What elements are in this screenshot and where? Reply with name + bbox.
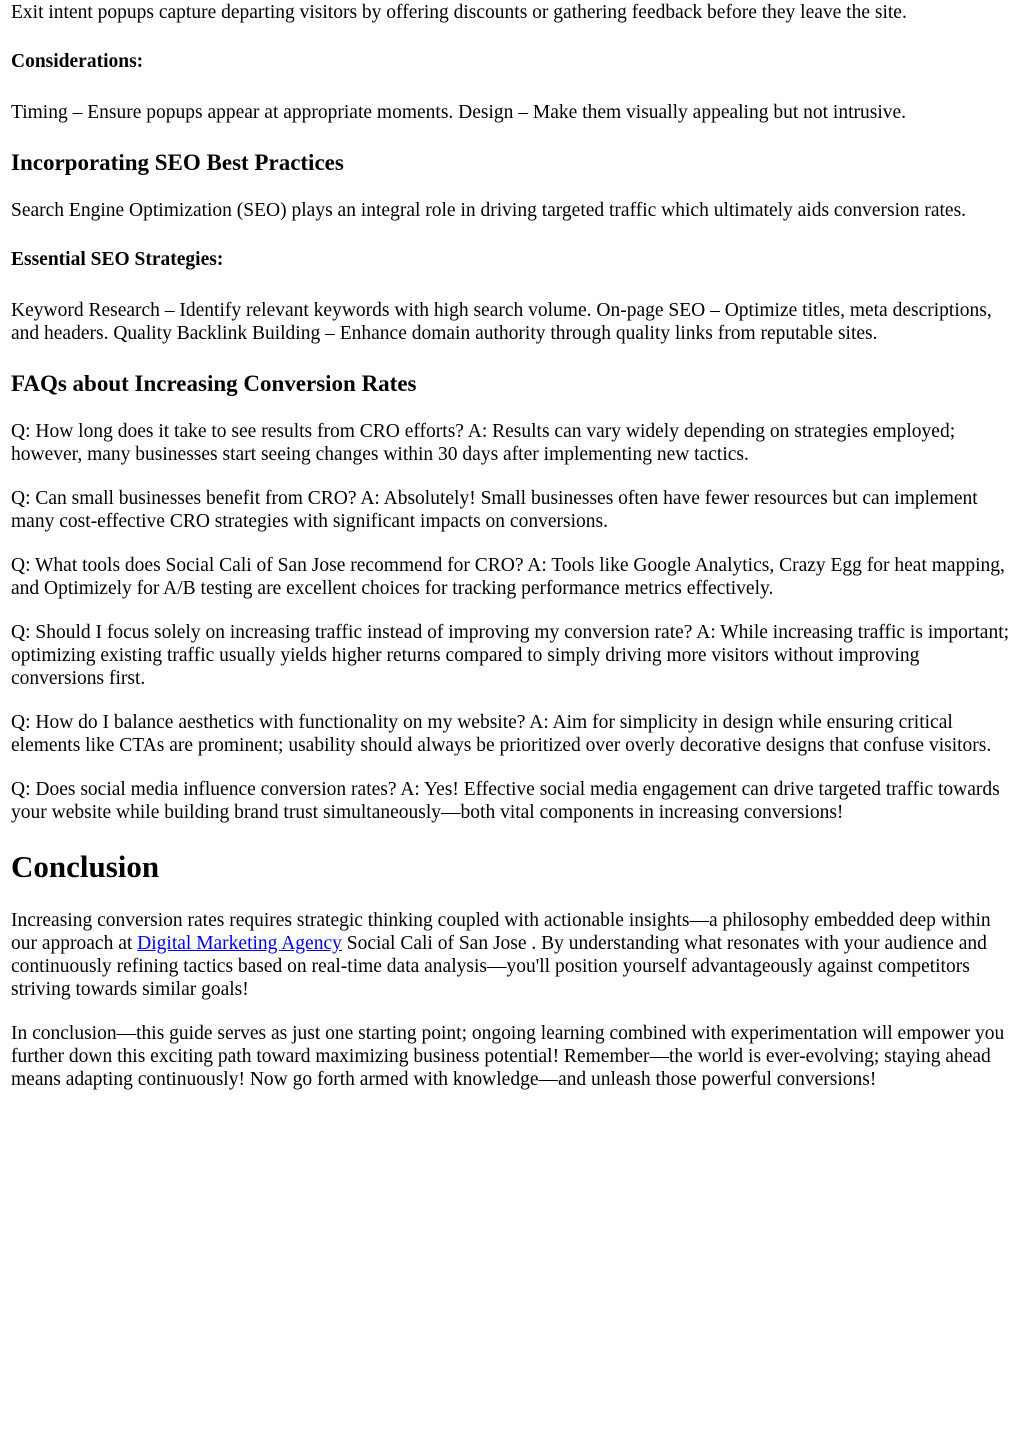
digital-marketing-agency-link[interactable]: Digital Marketing Agency [137, 933, 342, 954]
faq-item: Q: What tools does Social Cali of San Jose recommend for CRO? A: Tools like Google Analytics, Crazy Egg for heat mapping, and Optimizely for A/B testing are excellent choices for tracking performance metrics effectively. [11, 555, 1005, 599]
seo-strategies-heading: Essential SEO Strategies: [11, 249, 224, 270]
conclusion-paragraph-1 [11, 909, 1014, 1001]
faq-item: Q: Does social media influence conversion rates? A: Yes! Effective social media engagement can drive targeted traffic towards your website while building brand trust simultaneously—both vital components in increasing conversions! [11, 779, 1000, 823]
faqs-heading: FAQs about Increasing Conversion Rates [11, 371, 417, 396]
faq-item: Q: Should I focus solely on increasing traffic instead of improving my conversion rate? A: While increasing traffic is important; optimizing existing traffic usually yields higher returns compared to simply driving more visitors without improving conversions first. [11, 622, 1010, 689]
conclusion-paragraph-2: In conclusion—this guide serves as just one starting point; ongoing learning combined with experimentation will empower you further down this exciting path toward maximizing business potential! Remember—the world is ever-evolving; staying ahead means adapting continuously! Now go forth armed with knowledge—and unleash those powerful conversions! [11, 1023, 1005, 1090]
seo-paragraph: Search Engine Optimization (SEO) plays an integral role in driving targeted traffic which ultimately aids conversion rates. [11, 200, 967, 221]
considerations-heading: Considerations: [11, 51, 144, 72]
faq-item: Q: How do I balance aesthetics with functionality on my website? A: Aim for simplicity in design while ensuring critical elements like CTAs are prominent; usability should always be prioritized over overly decorative designs that confuse visitors. [11, 712, 992, 756]
conclusion-text-after-link: Social Cali of San Jose . By understanding what resonates with your audience and continuously refining tactics based on real-time data analysis—you'll position yourself advantageously against competitors striving towards similar goals! [11, 933, 987, 1000]
seo-strategies-paragraph: Keyword Research – Identify relevant keywords with high search volume. On-page SEO – Optimize titles, meta descriptions, and headers. Quality Backlink Building – Enhance domain authority through quality links from reputable sites. [11, 300, 992, 344]
faq-item: Q: How long does it take to see results from CRO efforts? A: Results can vary widely depending on strategies employed; however, many businesses start seeing changes within 30 days after implementing new tactics. [11, 421, 956, 465]
conclusion-text-before-link: Increasing conversion rates requires strategic thinking coupled with actionable insights—a philosophy embedded deep within our approach at [11, 910, 991, 954]
faq-item: Q: Can small businesses benefit from CRO? A: Absolutely! Small businesses often have fewer resources but can implement many cost-effective CRO strategies with significant impacts on conversions. [11, 488, 978, 532]
considerations-paragraph: Timing – Ensure popups appear at appropriate moments. Design – Make them visually appealing but not intrusive. [11, 102, 907, 123]
intro-paragraph: Exit intent popups capture departing visitors by offering discounts or gathering feedback before they leave the site. [11, 2, 907, 23]
seo-heading: Incorporating SEO Best Practices [11, 150, 344, 175]
conclusion-heading: Conclusion [11, 849, 160, 884]
